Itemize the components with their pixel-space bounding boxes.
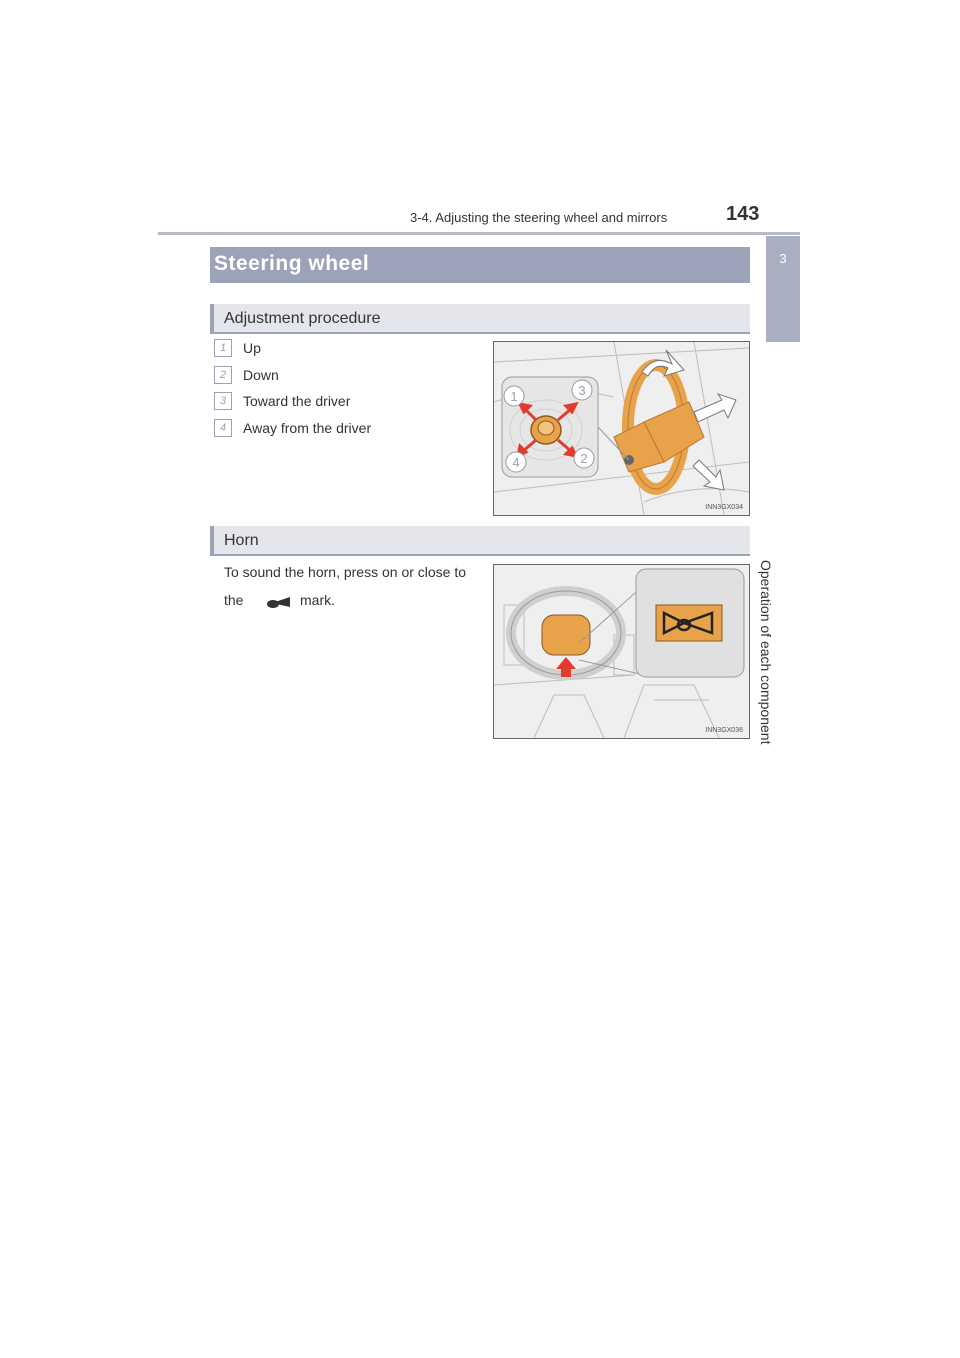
section-title: Steering wheel: [214, 252, 370, 275]
header-rule: [158, 232, 800, 235]
horn-figure: [493, 564, 750, 739]
step-text: Down: [243, 367, 279, 383]
step-number: 3: [214, 392, 232, 410]
subsection-title-horn: Horn: [224, 532, 259, 549]
figure-code: INN3GX036: [705, 727, 743, 734]
subsection-rule: [210, 332, 750, 334]
horn-instruction-mark: mark.: [300, 592, 335, 608]
subsection-rule: [210, 554, 750, 556]
subsection-bar-horn: [210, 526, 750, 555]
step-text: Away from the driver: [243, 420, 372, 436]
chapter-number: 3: [779, 251, 787, 266]
step-number: 1: [214, 339, 232, 357]
horn-icon: [256, 594, 292, 615]
steering-wheel-illustration: [494, 342, 749, 515]
step-number: 2: [214, 366, 232, 384]
chapter-title: Operation of each component: [758, 560, 774, 745]
figure-label: 1: [510, 389, 518, 404]
horn-instruction-the: the: [224, 592, 244, 608]
running-header: 3-4. Adjusting the steering wheel and mirrors: [410, 210, 668, 225]
step-number: 4: [214, 419, 232, 437]
subsection-title-adjustment: Adjustment procedure: [224, 310, 381, 327]
figure-label: 3: [578, 383, 586, 398]
step-text: Toward the driver: [243, 393, 351, 409]
step-text: Up: [243, 340, 261, 356]
figure-label: 2: [580, 451, 588, 466]
page-number: 143: [726, 203, 760, 225]
steering-adjustment-figure: [493, 341, 750, 516]
figure-label: 4: [512, 455, 520, 470]
figure-code: INN3GX034: [705, 504, 743, 511]
horn-instruction-line1: To sound the horn, press on or close to: [224, 564, 467, 580]
horn-illustration: [494, 565, 749, 738]
